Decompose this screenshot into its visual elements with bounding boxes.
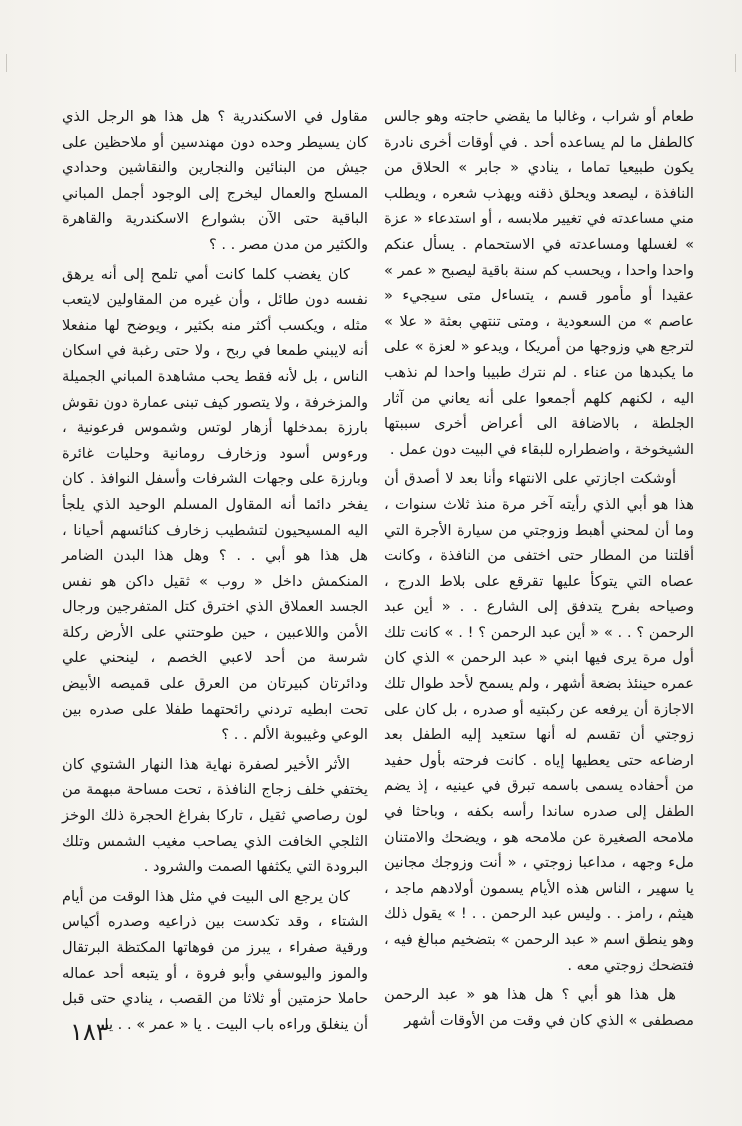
paragraph: مقاول في الاسكندرية ؟ هل هذا هو الرجل الذي كان يسيطر وحده دون مهندسين أو ملاحظين على جيش من البنائين والنجارين والنقاشين وحدادي المسلح والعمال ليخرج إلى الوجود أجمل المباني الباقية حتى الآن بشوارع الاسكندرية والقاهرة والكثير من مدن مصر . . ؟ xyxy=(62,108,368,253)
crop-mark-top-right xyxy=(735,54,736,72)
crop-mark-top-left xyxy=(6,54,7,72)
paragraph: كان يغضب كلما كانت أمي تلمح إلى أنه يرهق نفسه دون طائل ، وأن غيره من المقاولين لايتعب مثله ، ويكسب أكثر منه بكثير ، ويوضح لها منفعلا أنه لايبني طمعا في ربح ، ولا حتى رغبة في اسكان الناس ، بل لأنه فقط يحب مشاهدة المباني الجميلة والمزخرفة ، ولا يتصور كيف تبنى عمارة دون نقوش بارزة بمدخلها أزهار لوتس وشموس فرعونية ، ورءوس أسود وزخارف رومانية وحليات غائرة وبارزة على وجهات الشرفات وأسفل النوافذ . كان يفخر دائما أنه المقاول المسلم الوحيد الذي يلجأ اليه المسيحيون لتشطيب زخارف كنائسهم أحيانا ، هل هذا هو أبي . . ؟ وهل هذا البدن الضامر المنكمش داخل « روب » ثقيل داكن هو نفس الجسد العملاق الذي اخترق كتل المتفرجين ورجال الأمن واللاعبين ، حين طوحتني على الأرض ركلة شرسة من أحد لاعبي الخصم ، لينحني علي ودائرتان كبيرتان من العرق على قميصه الأبيض تحت ابطيه تردني رائحتهما طفلا على صدره بين الوعي وغيبوبة الألم . . ؟ xyxy=(62,265,368,744)
right-text-column xyxy=(384,104,694,1037)
page-number: ١٨٣ xyxy=(70,1018,109,1046)
paragraph: الأثر الأخير لصفرة نهاية هذا النهار الشتوي كان يختفي خلف زجاج النافذة ، تحت مساحة مبهمة من لون رصاصي ثقيل ، تاركا بفراغ الحجرة ذلك الوخز الثلجي الخافت الذي يصاحب مغيب الشمس وتلك البرودة التي يكثفها الصمت والشرود . xyxy=(62,755,368,876)
paragraph: كان يرجع الى البيت في مثل هذا الوقت من أيام الشتاء ، وقد تكدست بين ذراعيه وصدره أكياس ورقية صفراء ، يبرز من فوهاتها المكتظة البرتقال والموز واليوسفي وأبو فروة ، أو يتبعه أحد عماله حاملا حزمتين أو ثلاثا من القصب ، ينادي حتى قبل أن ينغلق وراءه باب البيت . يا « عمر » . . يا xyxy=(62,887,368,1033)
paragraph: طعام أو شراب ، وغالبا ما يقضي حاجته وهو جالس كالطفل ما لم يساعده أحد . في أوقات أخرى نادرة يكون طبيعيا تماما ، ينادي « جابر » الحلاق من النافذة ، ليصعد ويحلق ذقنه ويهذب شعره ، ويطلب مني مساعدته في تغيير ملابسه ، أو استدعاء « عزة » لغسلها ومساعدته في الاستحمام . يسأل عنكم واحدا واحدا ، ويحسب كم سنة باقية ليصبح « عمر » عقيدا أو مأمور قسم ، يتساءل متى سيجيء « عاصم » من السعودية ، ومتى تنتهي بعثة « علا » لترجع هي وزوجها من أمريكا ، ويدعو « لعزة » على ما يكبدها من عناء . لم نترك طبيبا واحدا لم نذهب اليه ، لكنهم كلهم أجمعوا على أنه يعاني من آثار الجلطة ، بالاضافة الى أعراض أخرى سببتها الشيخوخة ، واضطراره للبقاء في البيت دون عمل . xyxy=(384,108,694,458)
paragraph: هل هذا هو أبي ؟ هل هذا هو « عبد الرحمن مصطفى » الذي كان في وقت من الأوقات أشهر xyxy=(384,986,694,1029)
left-text-column xyxy=(62,104,368,1041)
paragraph: أوشكت اجازتي على الانتهاء وأنا بعد لا أصدق أن هذا هو أبي الذي رأيته آخر مرة منذ ثلاث سنوات ، وما أن لمحني أهبط وزوجتي من سيارة الأجرة التي أقلتنا من المطار حتى اختفى من النافذة ، وكانت عصاه التي يتوكأ عليها تقرقع على بلاط الدرج ، وصياحه بفرح يتدفق إلى الشارع . . « أين عبد الرحمن ؟ . . » « أين عبد الرحمن ؟ ! . » كانت تلك أول مرة يرى فيها ابني « عبد الرحمن » الذي كان عمره حينئذ بضعة أشهر ، ولم يسمح لأحد طوال تلك الاجازة أن يرفعه عن ركبتيه أو صدره ، بل كان على زوجتي أن تقسم له أنها ستعيد إليه الطفل بعد ارضاعه حتى يعطيها إياه . كانت فرحته بأول حفيد من أحفاده يسمى باسمه تبرق في عينيه ، إذ يضم الطفل إلى صدره ساندا رأسه بكفه ، وباحثا في ملامحه الصغيرة عن ملامحه هو ، ويضحك والامتنان ملء وجهه ، مداعبا زوجتي ، « أنت وزوجك مجانين يا سهير ، الناس هذه الأيام يسمون أولادهم ماجد ، هيثم ، رامز . . وليس عبد الرحمن . . ! » يقول ذلك وهو ينطق اسم « عبد الرحمن » بتضخيم مبالغ فيه ، فتضحك زوجتي معه . xyxy=(384,470,694,974)
